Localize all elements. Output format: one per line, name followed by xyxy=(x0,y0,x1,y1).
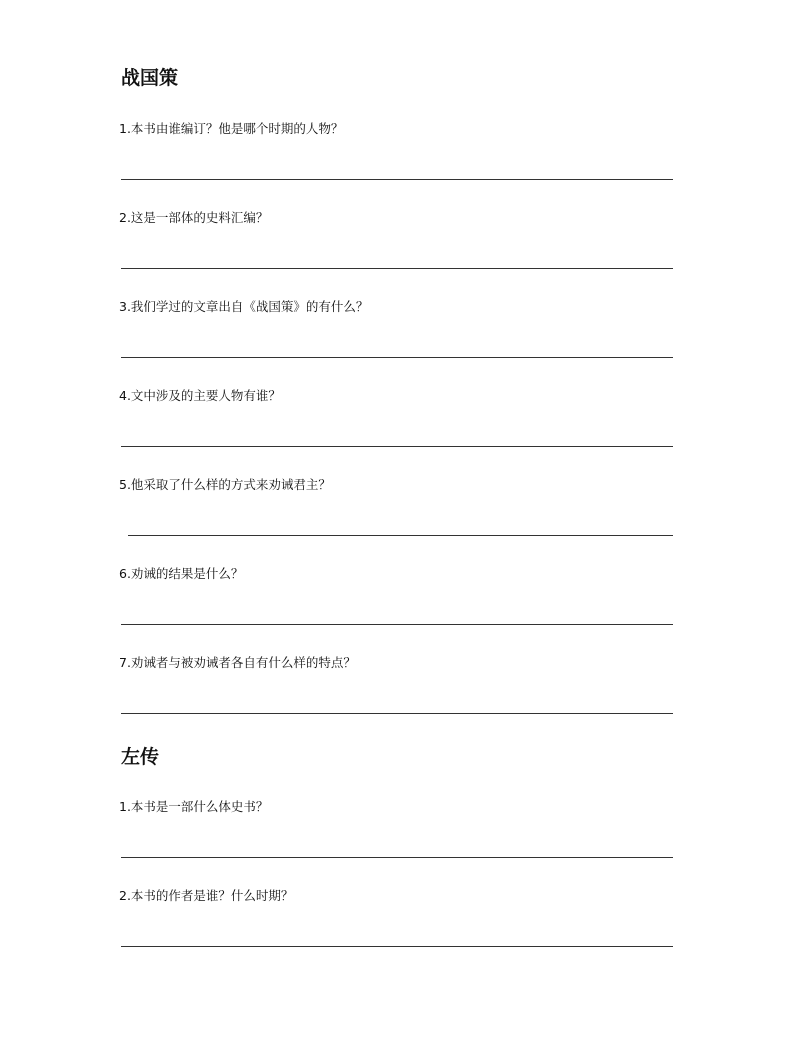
question-7: 7.劝诫者与被劝诫者各自有什么样的特点？ xyxy=(119,655,356,670)
question-6: 6.劝诫的结果是什么？ xyxy=(119,566,244,581)
question-2: 2.这是一部体的史料汇编？ xyxy=(119,210,269,225)
question-1: 1.本书由谁编订？他是哪个时期的人物？ xyxy=(119,121,344,136)
answer-line-zz-2[interactable] xyxy=(121,946,673,947)
question-zz-2: 2.本书的作者是谁？什么时期？ xyxy=(119,888,294,903)
answer-line-7[interactable] xyxy=(121,713,673,714)
answer-line-5[interactable] xyxy=(128,535,673,536)
question-4: 4.文中涉及的主要人物有谁？ xyxy=(119,388,281,403)
section-title-zhanguoce: 战国策 xyxy=(121,67,179,89)
question-zz-1: 1.本书是一部什么体史书？ xyxy=(119,799,269,814)
section-title-zuozhuan: 左传 xyxy=(121,746,160,768)
answer-line-3[interactable] xyxy=(121,357,673,358)
question-5: 5.他采取了什么样的方式来劝诫君主？ xyxy=(119,477,331,492)
answer-line-zz-1[interactable] xyxy=(121,857,673,858)
answer-line-6[interactable] xyxy=(121,624,673,625)
answer-line-2[interactable] xyxy=(121,268,673,269)
answer-line-1[interactable] xyxy=(121,179,673,180)
answer-line-4[interactable] xyxy=(121,446,673,447)
question-3: 3.我们学过的文章出自《战国策》的有什么？ xyxy=(119,299,369,314)
